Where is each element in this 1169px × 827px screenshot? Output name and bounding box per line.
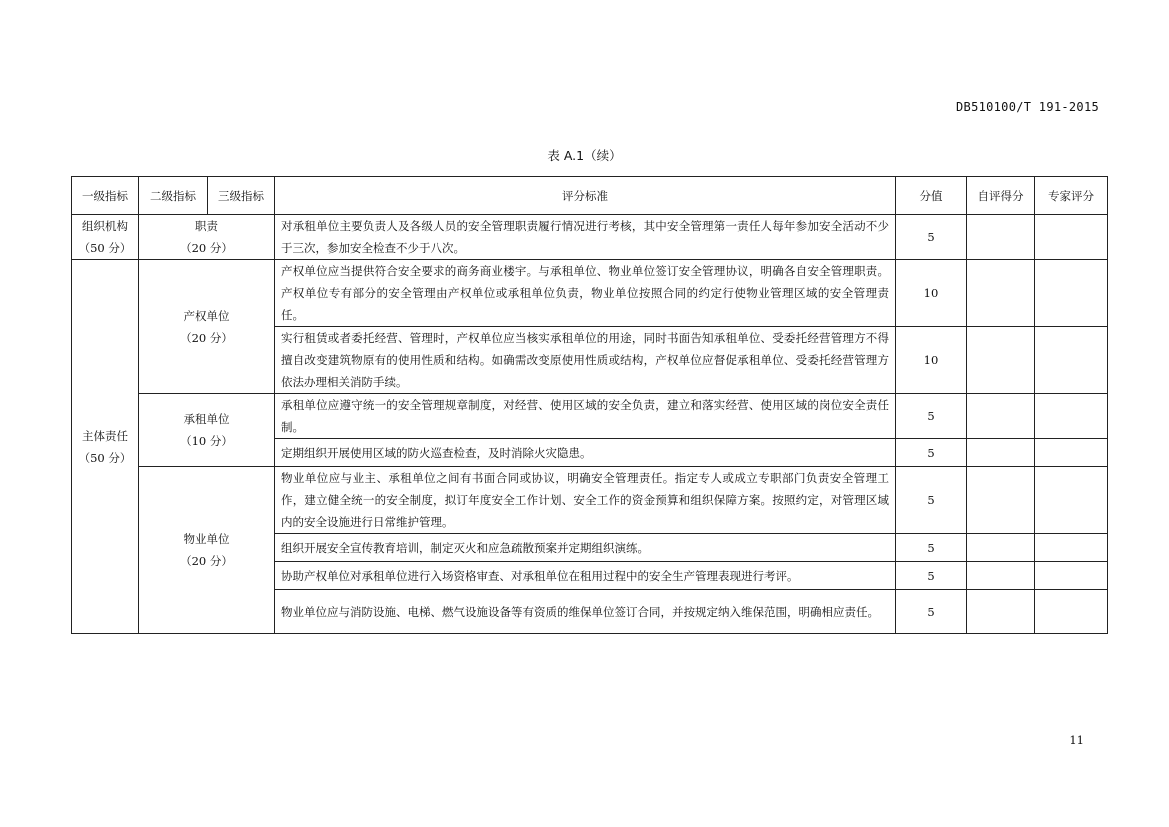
- expert-score-cell[interactable]: [1035, 327, 1108, 394]
- expert-score-cell[interactable]: [1035, 394, 1108, 439]
- column-header: 评分标准: [275, 177, 896, 215]
- score-cell: 5: [896, 590, 967, 634]
- column-header: 一级指标: [72, 177, 139, 215]
- column-header: 分值: [896, 177, 967, 215]
- level1-label: 主体责任: [82, 428, 128, 443]
- self-score-cell[interactable]: [967, 467, 1035, 534]
- score-cell: 5: [896, 467, 967, 534]
- level2-label: 承租单位: [183, 412, 230, 426]
- column-header: 自评得分: [967, 177, 1035, 215]
- level2-score: （20 分）: [180, 241, 233, 255]
- score-cell: 5: [896, 215, 967, 260]
- self-score-cell[interactable]: [967, 327, 1035, 394]
- table-title: 表 A.1（续）: [547, 148, 622, 163]
- level1-cell: [72, 260, 139, 634]
- column-header: 专家评分: [1035, 177, 1108, 215]
- page-number: 11: [1069, 733, 1084, 747]
- expert-score-cell[interactable]: [1035, 215, 1108, 260]
- score-cell: 5: [896, 394, 967, 439]
- score-cell: 5: [896, 534, 967, 562]
- level2-score: （20 分）: [180, 554, 233, 568]
- expert-score-cell[interactable]: [1035, 534, 1108, 562]
- header-row: [72, 177, 1108, 215]
- column-header: 二级指标: [139, 177, 208, 215]
- criteria-cell: 物业单位应与业主、承租单位之间有书面合同或协议，明确安全管理责任。指定专人或成立专职部门负责安全管理工作，建立健全统一的安全制度，拟订年度安全工作计划、安全工作的资金预算和组织保障方案。按照约定，对管理区域内的安全设施进行日常维护管理。: [275, 467, 896, 534]
- table-row: [72, 260, 1108, 327]
- column-header: 三级指标: [208, 177, 275, 215]
- self-score-cell[interactable]: [967, 439, 1035, 467]
- level1-score: （50 分）: [78, 241, 132, 255]
- score-cell: 10: [896, 260, 967, 327]
- level2-score: （10 分）: [180, 434, 233, 448]
- table-row: [72, 467, 1108, 534]
- criteria-cell: 实行租赁或者委托经营、管理时，产权单位应当核实承租单位的用途，同时书面告知承租单位、受委托经营管理方不得擅自改变建筑物原有的使用性质和结构。如确需改变原使用性质或结构，产权单位应督促承租单位、受委托经营管理方依法办理相关消防手续。: [275, 327, 896, 394]
- criteria-cell: 协助产权单位对承租单位进行入场资格审查、对承租单位在租用过程中的安全生产管理表现进行考评。: [275, 562, 896, 590]
- document-code: DB510100/T 191-2015: [956, 100, 1099, 114]
- criteria-cell: 承租单位应遵守统一的安全管理规章制度，对经营、使用区域的安全负责，建立和落实经营、使用区域的岗位安全责任制。: [275, 394, 896, 439]
- expert-score-cell[interactable]: [1035, 467, 1108, 534]
- self-score-cell[interactable]: [967, 260, 1035, 327]
- level2-label: 产权单位: [183, 308, 230, 323]
- level2-cell: [139, 260, 275, 394]
- scoring-table: [71, 176, 1108, 634]
- level2-label: 物业单位: [183, 532, 230, 546]
- expert-score-cell[interactable]: [1035, 439, 1108, 467]
- level2-label: 职责: [195, 219, 218, 233]
- table-row: [72, 215, 1108, 260]
- expert-score-cell[interactable]: [1035, 260, 1108, 327]
- self-score-cell[interactable]: [967, 394, 1035, 439]
- level2-score: （20 分）: [180, 330, 233, 345]
- expert-score-cell[interactable]: [1035, 590, 1108, 634]
- level2-cell: [139, 467, 275, 634]
- level1-cell: [72, 215, 139, 260]
- self-score-cell[interactable]: [967, 534, 1035, 562]
- level1-label: 组织机构: [82, 219, 128, 233]
- criteria-cell: 物业单位应与消防设施、电梯、燃气设施设备等有资质的维保单位签订合同，并按规定纳入维保范围，明确相应责任。: [275, 590, 896, 634]
- criteria-cell: 对承租单位主要负责人及各级人员的安全管理职责履行情况进行考核，其中安全管理第一责任人每年参加安全活动不少于三次，参加安全检查不少于八次。: [275, 215, 896, 260]
- expert-score-cell[interactable]: [1035, 562, 1108, 590]
- self-score-cell[interactable]: [967, 215, 1035, 260]
- table-row: [72, 394, 1108, 439]
- criteria-cell: 定期组织开展使用区域的防火巡查检查，及时消除火灾隐患。: [275, 439, 896, 467]
- criteria-cell: 产权单位应当提供符合安全要求的商务商业楼宇。与承租单位、物业单位签订安全管理协议，明确各自安全管理职责。产权单位专有部分的安全管理由产权单位或承租单位负责，物业单位按照合同的约定行使物业管理区域的安全管理责任。: [275, 260, 896, 327]
- self-score-cell[interactable]: [967, 590, 1035, 634]
- score-cell: 10: [896, 327, 967, 394]
- level2-cell: [139, 394, 275, 467]
- level2-cell: [139, 215, 275, 260]
- self-score-cell[interactable]: [967, 562, 1035, 590]
- criteria-cell: 组织开展安全宣传教育培训，制定灭火和应急疏散预案并定期组织演练。: [275, 534, 896, 562]
- score-cell: 5: [896, 562, 967, 590]
- level1-score: （50 分）: [78, 450, 132, 465]
- score-cell: 5: [896, 439, 967, 467]
